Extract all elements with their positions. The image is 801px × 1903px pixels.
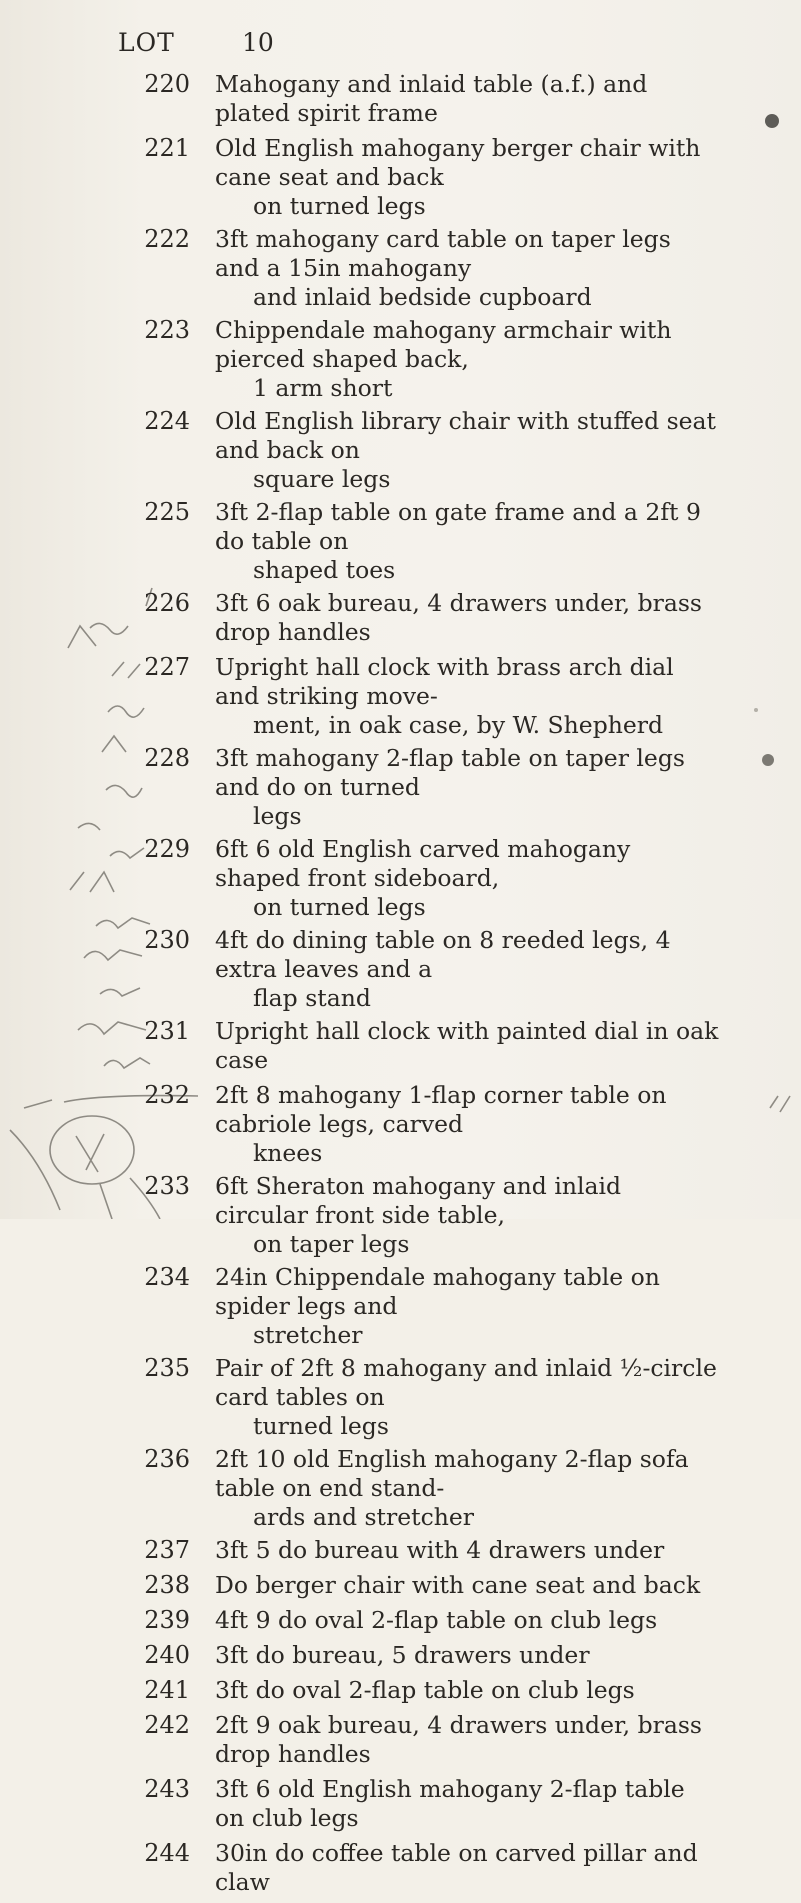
lot-entry — [0, 1081, 801, 1168]
lot-entry — [0, 1536, 801, 1565]
lot-description-continuation: and inlaid bedside cupboard — [253, 283, 592, 311]
lot-description-line: 3ft 6 oak bureau, 4 drawers under, brass drop handles — [215, 589, 702, 646]
lot-description — [215, 498, 720, 585]
lot-description-continuation: shaped toes — [253, 556, 396, 584]
lot-description — [215, 1775, 720, 1833]
lot-entry — [0, 134, 801, 221]
lot-description-line: 3ft mahogany card table on taper legs and a 15in mahogany — [215, 225, 671, 282]
lot-description-line: 6ft 6 old English carved mahogany shaped front sideboard, — [215, 835, 631, 892]
page-header — [0, 28, 801, 62]
lot-number: 242 — [144, 1711, 190, 1739]
lot-entry — [0, 1354, 801, 1441]
lot-description — [215, 1263, 720, 1350]
lot-description-continuation: square legs — [253, 465, 391, 493]
lot-description-line: 3ft 2-flap table on gate frame and a 2ft 9 do table on — [215, 498, 701, 555]
lot-description-continuation: stretcher — [253, 1321, 363, 1349]
lot-description — [215, 653, 720, 740]
lot-number: 233 — [144, 1172, 190, 1200]
lot-entry — [0, 70, 801, 128]
lot-entry — [0, 1676, 801, 1705]
lot-description-continuation: flap stand — [253, 984, 371, 1012]
lot-description — [215, 1017, 720, 1075]
lot-description-line: Do berger chair with cane seat and back — [215, 1571, 701, 1599]
lot-entry — [0, 1172, 801, 1259]
lot-number: 235 — [144, 1354, 190, 1382]
lot-number: 226 — [144, 589, 190, 617]
lot-entry — [0, 1839, 801, 1897]
lot-description-line: 3ft do oval 2-flap table on club legs — [215, 1676, 635, 1704]
lot-description-line: 3ft 6 old English mahogany 2-flap table on club legs — [215, 1775, 685, 1832]
lot-description-line: 2ft 9 oak bureau, 4 drawers under, brass drop handles — [215, 1711, 702, 1768]
lot-description — [215, 407, 720, 494]
lot-description-line: Pair of 2ft 8 mahogany and inlaid ½-circle card tables on — [215, 1354, 717, 1411]
lot-description-continuation: on turned legs — [253, 893, 426, 921]
page-number: 10 — [242, 28, 274, 57]
lot-description — [215, 744, 720, 831]
lot-entry — [0, 1711, 801, 1769]
lot-number: 222 — [144, 225, 190, 253]
lot-description-continuation: on turned legs — [253, 192, 426, 220]
lot-description — [215, 1354, 720, 1441]
lot-description-continuation: ards and stretcher — [253, 1503, 475, 1531]
lot-description — [215, 1172, 720, 1259]
lot-number: 238 — [144, 1571, 190, 1599]
lot-description — [215, 1676, 720, 1705]
lot-description-continuation: on taper legs — [253, 1230, 410, 1258]
lot-description — [215, 1839, 720, 1897]
lot-number: 231 — [144, 1017, 190, 1045]
lot-description-continuation: 1 arm short — [253, 374, 393, 402]
lot-description-line: 4ft do dining table on 8 reeded legs, 4 extra leaves and a — [215, 926, 671, 983]
lot-entry — [0, 1571, 801, 1600]
lot-entry — [0, 1641, 801, 1670]
lot-number: 234 — [144, 1263, 190, 1291]
lot-description-line: 2ft 8 mahogany 1-flap corner table on cabriole legs, carved — [215, 1081, 667, 1138]
lot-description-line: Old English library chair with stuffed seat and back on — [215, 407, 717, 464]
lot-description-continuation: ment, in oak case, by W. Shepherd — [253, 711, 664, 739]
lot-description — [215, 70, 720, 128]
lot-description-line: 3ft 5 do bureau with 4 drawers under — [215, 1536, 665, 1564]
lot-entry — [0, 1445, 801, 1532]
lot-description-line: 30in do coffee table on carved pillar and claw — [215, 1839, 698, 1896]
lot-description-line: Old English mahogany berger chair with cane seat and back — [215, 134, 701, 191]
lot-description-line: Chippendale mahogany armchair with pierced shaped back, — [215, 316, 672, 373]
lot-number: 229 — [144, 835, 190, 863]
lot-entry — [0, 1017, 801, 1075]
lot-column-heading: LOT — [118, 28, 175, 57]
lot-list — [0, 70, 801, 1903]
lot-number: 236 — [144, 1445, 190, 1473]
lot-description — [215, 225, 720, 312]
lot-entry — [0, 1775, 801, 1833]
lot-description-line: 4ft 9 do oval 2-flap table on club legs — [215, 1606, 658, 1634]
lot-entry — [0, 1263, 801, 1350]
lot-description — [215, 1081, 720, 1168]
lot-entry — [0, 653, 801, 740]
lot-description — [215, 1606, 720, 1635]
lot-entry — [0, 835, 801, 922]
lot-number: 230 — [144, 926, 190, 954]
lot-description — [215, 1641, 720, 1670]
lot-description — [215, 1711, 720, 1769]
lot-description-line: 3ft do bureau, 5 drawers under — [215, 1641, 590, 1669]
lot-description-line: Upright hall clock with painted dial in oak case — [215, 1017, 719, 1074]
lot-description-line: 2ft 10 old English mahogany 2-flap sofa table on end stand- — [215, 1445, 689, 1502]
lot-number: 241 — [144, 1676, 190, 1704]
lot-description-line: Upright hall clock with brass arch dial and striking move- — [215, 653, 674, 710]
lot-number: 243 — [144, 1775, 190, 1803]
lot-number: 220 — [144, 70, 190, 98]
lot-description — [215, 589, 720, 647]
lot-number: 223 — [144, 316, 190, 344]
lot-description-line: 3ft mahogany 2-flap table on taper legs and do on turned — [215, 744, 685, 801]
lot-entry — [0, 316, 801, 403]
lot-entry — [0, 225, 801, 312]
lot-description-line: 24in Chippendale mahogany table on spider legs and — [215, 1263, 660, 1320]
lot-number: 225 — [144, 498, 190, 526]
lot-description-continuation: turned legs — [253, 1412, 389, 1440]
lot-entry — [0, 498, 801, 585]
lot-number: 221 — [144, 134, 190, 162]
lot-number: 224 — [144, 407, 190, 435]
lot-description — [215, 1445, 720, 1532]
lot-description — [215, 134, 720, 221]
lot-number: 244 — [144, 1839, 190, 1867]
lot-entry — [0, 744, 801, 831]
lot-description — [215, 1571, 720, 1600]
lot-entry — [0, 1606, 801, 1635]
lot-description — [215, 926, 720, 1013]
lot-description — [215, 316, 720, 403]
lot-description-line: Mahogany and inlaid table (a.f.) and plated spirit frame — [215, 70, 648, 127]
lot-description-continuation: knees — [253, 1139, 323, 1167]
lot-entry — [0, 407, 801, 494]
lot-description-line: 6ft Sheraton mahogany and inlaid circular front side table, — [215, 1172, 622, 1229]
lot-number: 228 — [144, 744, 190, 772]
lot-description — [215, 1536, 720, 1565]
lot-number: 232 — [144, 1081, 190, 1109]
lot-description — [215, 835, 720, 922]
lot-number: 237 — [144, 1536, 190, 1564]
lot-number: 227 — [144, 653, 190, 681]
lot-number: 240 — [144, 1641, 190, 1669]
lot-entry — [0, 589, 801, 647]
lot-number: 239 — [144, 1606, 190, 1634]
lot-entry — [0, 926, 801, 1013]
lot-description-continuation: legs — [253, 802, 302, 830]
